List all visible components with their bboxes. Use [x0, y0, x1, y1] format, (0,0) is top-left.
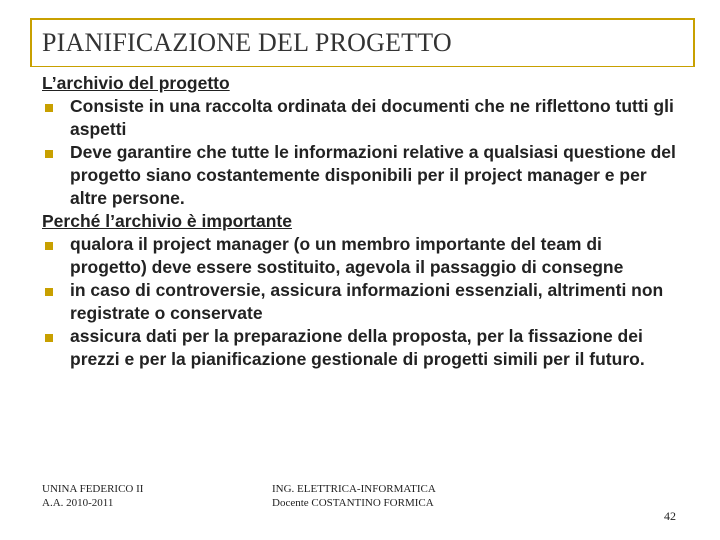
footer-academic-year: A.A. 2010-2011: [42, 497, 114, 509]
footer-course: [272, 482, 436, 510]
square-bullet-icon: [45, 104, 53, 112]
bullet-item: [42, 95, 682, 141]
title-border-top: [30, 18, 695, 20]
footer-course-name: ING. ELETTRICA-INFORMATICA: [272, 483, 436, 495]
bullet-text: Deve garantire che tutte le informazioni relative a qualsiasi questione del progetto siano costantemente disponibili per il project manager e per altre persone.: [70, 142, 676, 208]
footer-university-name: UNINA FEDERICO II: [42, 483, 144, 495]
bullet-item: [42, 325, 682, 371]
bullet-text: qualora il project manager (o un membro importante del team di progetto) deve essere sostituito, agevola il passaggio di consegne: [70, 234, 624, 277]
square-bullet-icon: [45, 150, 53, 158]
square-bullet-icon: [45, 288, 53, 296]
slide-title: PIANIFICAZIONE DEL PROGETTO: [42, 28, 452, 57]
square-bullet-icon: [45, 242, 53, 250]
bullet-text: Consiste in una raccolta ordinata dei documenti che ne riflettono tutti gli aspetti: [70, 96, 674, 139]
footer-teacher: Docente COSTANTINO FORMICA: [272, 497, 434, 509]
footer-university: [42, 482, 143, 510]
bullet-text: assicura dati per la preparazione della proposta, per la fissazione dei prezzi e per la pianificazione gestionale di progetti simili per il futuro.: [70, 326, 645, 369]
square-bullet-icon: [45, 334, 53, 342]
bullet-item: [42, 141, 682, 210]
section-heading-archive: L’archivio del progetto: [42, 73, 230, 93]
bullet-item: [42, 233, 682, 279]
bullet-text: in caso di controversie, assicura informazioni essenziali, altrimenti non registrate o conservate: [70, 280, 664, 323]
title-border-left: [30, 18, 32, 66]
section-heading-importance: Perché l’archivio è importante: [42, 211, 292, 231]
title-border-bottom: [30, 66, 695, 67]
bullet-item: [42, 279, 682, 325]
slide-content: [42, 72, 682, 371]
page-number: 42: [664, 509, 676, 523]
title-border-right: [693, 18, 695, 66]
